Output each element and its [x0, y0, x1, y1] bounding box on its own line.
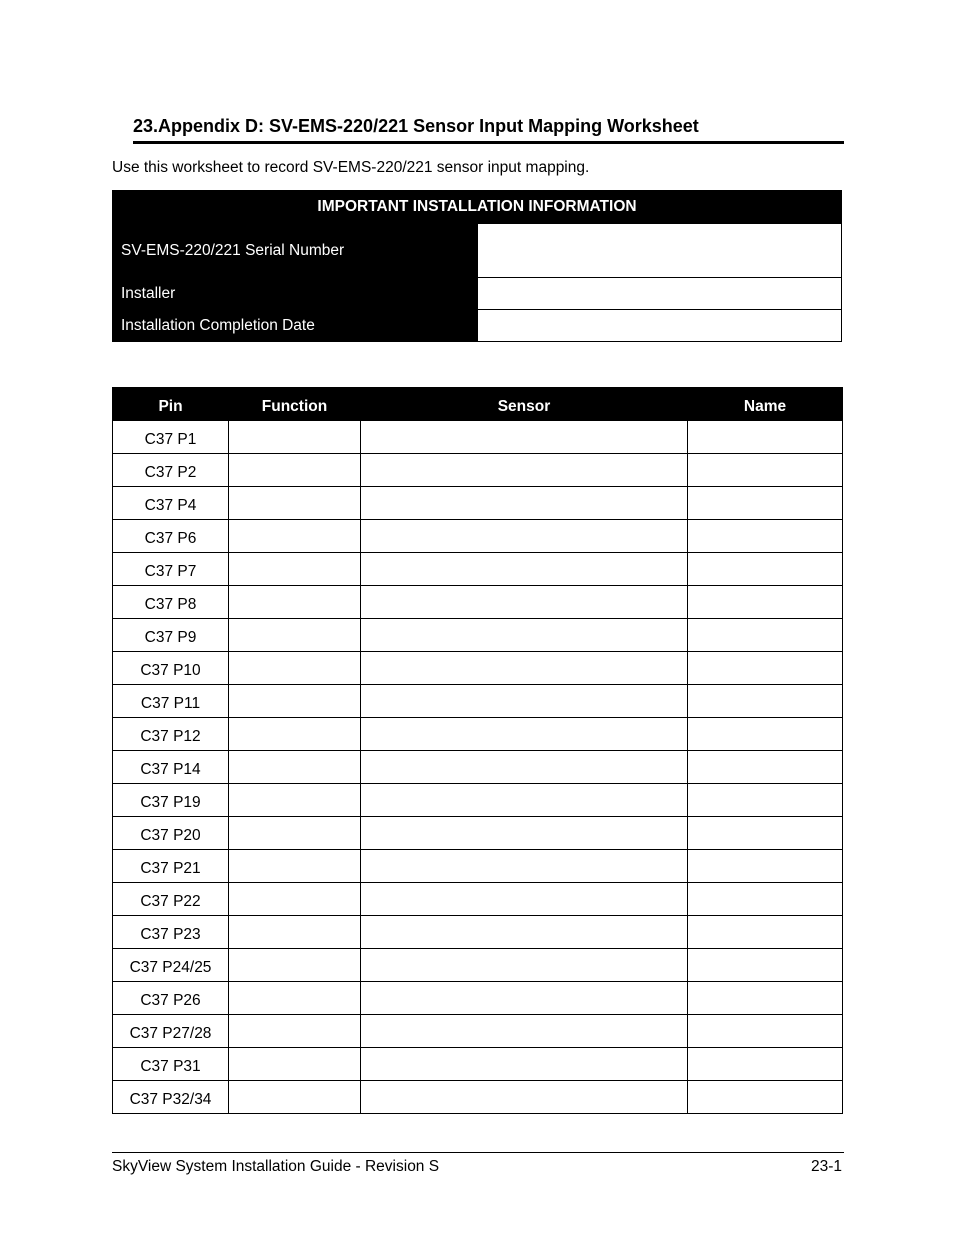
table-row [113, 454, 843, 487]
name-cell[interactable] [688, 1048, 843, 1081]
serial-number-row [113, 224, 842, 278]
pin-cell: C37 P21 [113, 850, 229, 883]
table-row [113, 784, 843, 817]
table-row [113, 685, 843, 718]
sensor-cell[interactable] [361, 850, 688, 883]
footer-divider [112, 1152, 844, 1153]
function-cell[interactable] [229, 619, 361, 652]
name-cell[interactable] [688, 1081, 843, 1114]
name-cell[interactable] [688, 784, 843, 817]
function-cell[interactable] [229, 817, 361, 850]
pin-cell: C37 P12 [113, 718, 229, 751]
pin-cell: C37 P9 [113, 619, 229, 652]
pin-cell: C37 P6 [113, 520, 229, 553]
table-row [113, 982, 843, 1015]
pin-cell: C37 P32/34 [113, 1081, 229, 1114]
function-cell[interactable] [229, 553, 361, 586]
function-cell[interactable] [229, 982, 361, 1015]
installation-info-table [112, 190, 842, 342]
installer-row [113, 278, 842, 310]
name-cell[interactable] [688, 487, 843, 520]
sensor-cell[interactable] [361, 487, 688, 520]
sensor-cell[interactable] [361, 685, 688, 718]
sensor-cell[interactable] [361, 718, 688, 751]
name-cell[interactable] [688, 982, 843, 1015]
sensor-cell[interactable] [361, 883, 688, 916]
pin-cell: C37 P10 [113, 652, 229, 685]
function-cell[interactable] [229, 1081, 361, 1114]
sensor-cell[interactable] [361, 916, 688, 949]
sensor-cell[interactable] [361, 586, 688, 619]
function-cell[interactable] [229, 751, 361, 784]
function-cell[interactable] [229, 1048, 361, 1081]
serial-number-label: SV-EMS-220/221 Serial Number [113, 224, 478, 278]
pin-cell: C37 P23 [113, 916, 229, 949]
name-cell[interactable] [688, 718, 843, 751]
pin-cell: C37 P14 [113, 751, 229, 784]
table-row [113, 883, 843, 916]
pin-cell: C37 P20 [113, 817, 229, 850]
sensor-cell[interactable] [361, 1081, 688, 1114]
pin-cell: C37 P27/28 [113, 1015, 229, 1048]
table-row [113, 1015, 843, 1048]
sensor-mapping-header-row [113, 388, 843, 421]
sensor-mapping-body [113, 421, 843, 1114]
table-row [113, 652, 843, 685]
table-row [113, 817, 843, 850]
sensor-cell[interactable] [361, 751, 688, 784]
function-cell[interactable] [229, 652, 361, 685]
table-row [113, 949, 843, 982]
column-header-name: Name [688, 388, 843, 421]
table-row [113, 850, 843, 883]
completion-date-row [113, 310, 842, 342]
function-cell[interactable] [229, 784, 361, 817]
installer-field[interactable] [477, 278, 842, 310]
page-title: 23.Appendix D: SV-EMS-220/221 Sensor Input Mapping Worksheet [133, 114, 844, 144]
function-cell[interactable] [229, 421, 361, 454]
function-cell[interactable] [229, 454, 361, 487]
installation-info-header-row [113, 191, 842, 224]
pin-cell: C37 P11 [113, 685, 229, 718]
table-row [113, 487, 843, 520]
name-cell[interactable] [688, 916, 843, 949]
pin-cell: C37 P2 [113, 454, 229, 487]
sensor-cell[interactable] [361, 1048, 688, 1081]
table-row [113, 751, 843, 784]
table-row [113, 1048, 843, 1081]
pin-cell: C37 P19 [113, 784, 229, 817]
name-cell[interactable] [688, 850, 843, 883]
footer-page-number: 23-1 [810, 1158, 842, 1175]
function-cell[interactable] [229, 883, 361, 916]
name-cell[interactable] [688, 685, 843, 718]
table-row [113, 553, 843, 586]
table-row [113, 586, 843, 619]
pin-cell: C37 P1 [113, 421, 229, 454]
pin-cell: C37 P7 [113, 553, 229, 586]
function-cell[interactable] [229, 487, 361, 520]
column-header-sensor: Sensor [361, 388, 688, 421]
table-row [113, 421, 843, 454]
table-row [113, 718, 843, 751]
name-cell[interactable] [688, 817, 843, 850]
pin-cell: C37 P22 [113, 883, 229, 916]
sensor-cell[interactable] [361, 949, 688, 982]
table-row [113, 916, 843, 949]
function-cell[interactable] [229, 718, 361, 751]
name-cell[interactable] [688, 421, 843, 454]
function-cell[interactable] [229, 520, 361, 553]
name-cell[interactable] [688, 553, 843, 586]
pin-cell: C37 P24/25 [113, 949, 229, 982]
function-cell[interactable] [229, 586, 361, 619]
sensor-mapping-table [112, 387, 843, 1114]
sensor-cell[interactable] [361, 553, 688, 586]
sensor-cell[interactable] [361, 454, 688, 487]
name-cell[interactable] [688, 520, 843, 553]
sensor-cell[interactable] [361, 421, 688, 454]
completion-date-label: Installation Completion Date [113, 310, 478, 342]
pin-cell: C37 P26 [113, 982, 229, 1015]
completion-date-field[interactable] [477, 310, 842, 342]
table-row [113, 619, 843, 652]
column-header-function: Function [229, 388, 361, 421]
function-cell[interactable] [229, 916, 361, 949]
sensor-cell[interactable] [361, 817, 688, 850]
function-cell[interactable] [229, 850, 361, 883]
installation-info-header: IMPORTANT INSTALLATION INFORMATION [113, 191, 842, 224]
name-cell[interactable] [688, 454, 843, 487]
serial-number-field[interactable] [477, 224, 842, 278]
table-row [113, 1081, 843, 1114]
sensor-cell[interactable] [361, 1015, 688, 1048]
function-cell[interactable] [229, 1015, 361, 1048]
column-header-pin: Pin [113, 388, 229, 421]
sensor-cell[interactable] [361, 520, 688, 553]
name-cell[interactable] [688, 619, 843, 652]
name-cell[interactable] [688, 883, 843, 916]
footer-document-title: SkyView System Installation Guide - Revision S [112, 1158, 440, 1175]
function-cell[interactable] [229, 685, 361, 718]
sensor-cell[interactable] [361, 652, 688, 685]
pin-cell: C37 P31 [113, 1048, 229, 1081]
function-cell[interactable] [229, 949, 361, 982]
name-cell[interactable] [688, 652, 843, 685]
name-cell[interactable] [688, 751, 843, 784]
sensor-cell[interactable] [361, 982, 688, 1015]
installer-label: Installer [113, 278, 478, 310]
pin-cell: C37 P4 [113, 487, 229, 520]
intro-text: Use this worksheet to record SV-EMS-220/221 sensor input mapping. [112, 159, 590, 176]
sensor-cell[interactable] [361, 619, 688, 652]
name-cell[interactable] [688, 586, 843, 619]
name-cell[interactable] [688, 949, 843, 982]
sensor-cell[interactable] [361, 784, 688, 817]
name-cell[interactable] [688, 1015, 843, 1048]
table-row [113, 520, 843, 553]
pin-cell: C37 P8 [113, 586, 229, 619]
